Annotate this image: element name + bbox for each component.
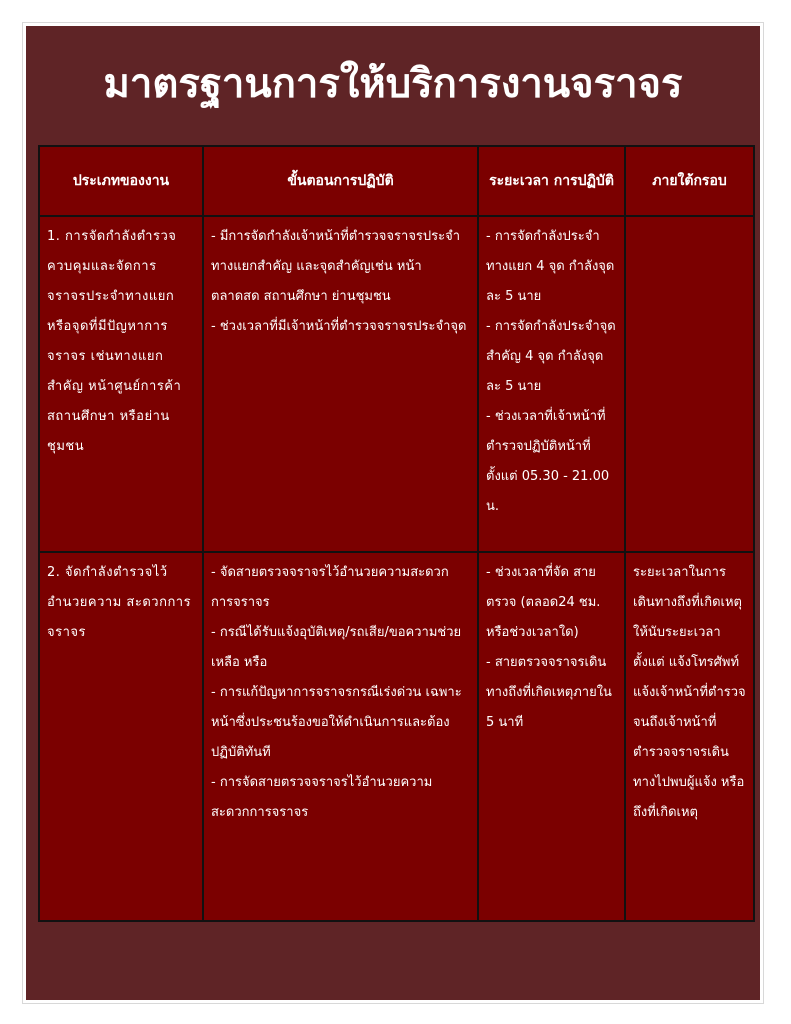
duration-cell [478, 216, 625, 552]
duration-cell [478, 552, 625, 921]
duration-item: - การจัดกำลังประจำทางแยก 4 จุด กำลังจุดละ 5 นาย [486, 229, 615, 304]
table-header-row [39, 146, 754, 216]
service-standard-table [38, 145, 755, 922]
procedure-step: - ช่วงเวลาที่มีเจ้าหน้าที่ตำรวจจราจรประจำจุด [211, 319, 467, 334]
duration-item: - ช่วงเวลาที่จัด สายตรวจ (ตลอด24 ชม. หรือช่วงเวลาใด) [486, 565, 601, 640]
procedure-cell [203, 216, 478, 552]
duration-item: - การจัดกำลังประจำจุดสำคัญ 4 จุด กำลังจุดละ 5 นาย [486, 319, 616, 394]
work-type-cell: 2. จัดกำลังตำรวจไว้อำนวยความ สะดวกการจราจร [39, 552, 203, 921]
work-type-cell: 1. การจัดกำลังตำรวจควบคุมและจัดการจราจรประจำทางแยกหรือจุดที่มีปัญหาการจราจร เช่นทางแยกสำคัญ หน้าศูนย์การค้า สถานศึกษา หรือย่านชุมชน [39, 216, 203, 552]
framework-cell [625, 216, 754, 552]
framework-cell: ระยะเวลาในการเดินทางถึงที่เกิดเหตุให้นับระยะเวลาตั้งแต่ แจ้งโทรศัพท์แจ้งเจ้าหน้าที่ตำรวจจนถึงเจ้าหน้าที่ตำรวจจราจรเดินทางไปพบผู้แจ้ง หรือถึงที่เกิดเหตุ [625, 552, 754, 921]
header-procedure: ขั้นตอนการปฏิบัติ [203, 146, 478, 216]
procedure-step: - มีการจัดกำลังเจ้าหน้าที่ตำรวจจราจรประจำทางแยกสำคัญ และจุดสำคัญเช่น หน้าตลาดสด สถานศึกษา ย่านชุมชน [211, 229, 461, 304]
procedure-step: - จัดสายตรวจจราจรไว้อำนวยความสะดวกการจราจร [211, 565, 449, 610]
duration-item: - ช่วงเวลาที่เจ้าหน้าที่ตำรวจปฏิบัติหน้าที่ตั้งแต่ 05.30 - 21.00 น. [486, 409, 610, 514]
procedure-step: - การจัดสายตรวจจราจรไว้อำนวยความสะดวกการจราจร [211, 775, 433, 820]
duration-item: - สายตรวจจราจรเดินทางถึงที่เกิดเหตุภายใน 5 นาที [486, 655, 612, 730]
header-work-type: ประเภทของงาน [39, 146, 203, 216]
procedure-step: - การแก้ปัญหาการจราจรกรณีเร่งด่วน เฉพาะหน้าซึ่งประชนร้องขอให้ดำเนินการและต้องปฏิบัติทันที [211, 685, 462, 760]
procedure-cell [203, 552, 478, 921]
table-row [39, 552, 754, 921]
header-duration: ระยะเวลา การปฏิบัติ [478, 146, 625, 216]
header-framework: ภายใต้กรอบ [625, 146, 754, 216]
table-row [39, 216, 754, 552]
page-title: มาตรฐานการให้บริการงานจราจร [103, 61, 683, 107]
procedure-step: - กรณีได้รับแจ้งอุบัติเหตุ/รถเสีย/ขอความช่วยเหลือ หรือ [211, 625, 462, 670]
